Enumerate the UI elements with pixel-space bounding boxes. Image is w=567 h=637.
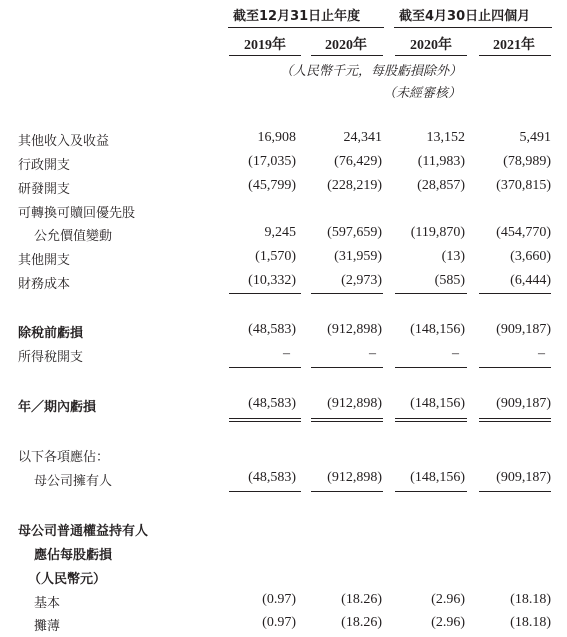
table-cell: (45,799) <box>248 178 296 193</box>
table-cell: (148,156) <box>410 322 465 337</box>
subtotal-rule <box>311 367 383 368</box>
total-double-rule <box>395 421 467 422</box>
subtotal-rule <box>479 367 551 368</box>
row-label-ordinary-equity-holders: 母公司普通權益持有人 <box>18 524 149 539</box>
table-cell: 9,245 <box>264 225 296 240</box>
year-underline-1 <box>229 55 301 56</box>
row-label-preferred-shares: 可轉換可贖回優先股 <box>18 206 136 221</box>
table-cell: (11,983) <box>417 154 465 169</box>
row-label-attributable-to: 以下各項應佔： <box>18 450 110 465</box>
table-cell: – <box>283 346 290 361</box>
table-cell: (48,583) <box>248 396 296 411</box>
subtotal-rule <box>395 491 467 492</box>
table-cell: – <box>538 346 545 361</box>
table-cell: (585) <box>434 273 465 288</box>
table-cell: 13,152 <box>426 130 465 145</box>
table-cell: (1,570) <box>255 249 296 264</box>
table-cell: (13) <box>441 249 465 264</box>
subtotal-rule <box>229 367 301 368</box>
table-cell: (48,583) <box>248 470 296 485</box>
row-label-parent-owners: 母公司擁有人 <box>34 474 113 489</box>
year-underline-4 <box>479 55 551 56</box>
total-double-rule <box>395 418 467 419</box>
table-cell: (18.26) <box>341 615 382 630</box>
table-cell: (148,156) <box>410 470 465 485</box>
total-double-rule <box>229 418 301 419</box>
row-label-admin-expenses: 行政開支 <box>18 158 71 173</box>
row-label-diluted: 攤薄 <box>34 619 61 634</box>
row-label-loss-per-share: 應佔每股虧損 <box>34 548 113 563</box>
table-cell: (912,898) <box>327 396 382 411</box>
table-cell: (912,898) <box>327 470 382 485</box>
table-cell: (76,429) <box>334 154 382 169</box>
total-double-rule <box>479 421 551 422</box>
table-cell: (597,659) <box>327 225 382 240</box>
subtotal-rule <box>395 293 467 294</box>
table-cell: (18.26) <box>341 592 382 607</box>
table-cell: (3,660) <box>510 249 551 264</box>
table-cell: – <box>452 346 459 361</box>
table-cell: (18.18) <box>510 615 551 630</box>
row-label-rmb-unit: （人民幣元） <box>28 572 107 587</box>
subtotal-rule <box>229 491 301 492</box>
row-label-other-expenses: 其他開支 <box>18 253 71 268</box>
year-underline-3 <box>395 55 467 56</box>
header-group2-underline <box>394 27 552 28</box>
total-double-rule <box>311 421 383 422</box>
table-cell: (48,583) <box>248 322 296 337</box>
table-cell: (2.96) <box>431 592 465 607</box>
table-cell: (6,444) <box>510 273 551 288</box>
total-double-rule <box>479 418 551 419</box>
subtotal-rule <box>311 491 383 492</box>
row-label-fair-value-change: 公允價值變動 <box>34 229 113 244</box>
table-cell: 16,908 <box>257 130 296 145</box>
row-label-loss-for-period: 年／期內虧損 <box>18 400 97 415</box>
year-header-2020-period: 2020年 <box>410 38 452 53</box>
table-cell: (370,815) <box>496 178 551 193</box>
table-cell: (78,989) <box>503 154 551 169</box>
table-cell: (0.97) <box>262 615 296 630</box>
audit-note: （未經審核） <box>383 86 462 101</box>
table-cell: (31,959) <box>334 249 382 264</box>
table-cell: (912,898) <box>327 322 382 337</box>
subtotal-rule <box>395 367 467 368</box>
year-header-2021-period: 2021年 <box>493 38 535 53</box>
table-cell: (18.18) <box>510 592 551 607</box>
table-cell: 24,341 <box>343 130 382 145</box>
row-label-income-tax: 所得稅開支 <box>18 350 84 365</box>
table-cell: (17,035) <box>248 154 296 169</box>
table-cell: (0.97) <box>262 592 296 607</box>
total-double-rule <box>229 421 301 422</box>
table-cell: (454,770) <box>496 225 551 240</box>
table-cell: (28,857) <box>417 178 465 193</box>
year-underline-2 <box>311 55 383 56</box>
table-cell: (2.96) <box>431 615 465 630</box>
table-cell: (148,156) <box>410 396 465 411</box>
subtotal-rule <box>479 293 551 294</box>
row-label-basic: 基本 <box>34 596 61 611</box>
year-header-2019: 2019年 <box>244 38 286 53</box>
row-label-other-income: 其他收入及收益 <box>18 134 110 149</box>
header-group-year-ended: 截至12月31日止年度 <box>233 9 361 24</box>
table-cell: (228,219) <box>327 178 382 193</box>
table-cell: (909,187) <box>496 396 551 411</box>
total-double-rule <box>311 418 383 419</box>
year-header-2020: 2020年 <box>325 38 367 53</box>
table-cell: (10,332) <box>248 273 296 288</box>
table-cell: (909,187) <box>496 322 551 337</box>
table-cell: – <box>369 346 376 361</box>
table-cell: (909,187) <box>496 470 551 485</box>
row-label-finance-costs: 財務成本 <box>18 277 71 292</box>
unit-note: （人民幣千元，每股虧損除外） <box>280 64 463 79</box>
subtotal-rule <box>229 293 301 294</box>
subtotal-rule <box>479 491 551 492</box>
row-label-loss-before-tax: 除稅前虧損 <box>18 326 84 341</box>
subtotal-rule <box>311 293 383 294</box>
table-cell: (119,870) <box>410 225 465 240</box>
table-cell: (2,973) <box>341 273 382 288</box>
header-group1-underline <box>228 27 384 28</box>
header-group-four-months: 截至4月30日止四個月 <box>399 9 531 24</box>
table-cell: 5,491 <box>519 130 551 145</box>
row-label-rd-expenses: 研發開支 <box>18 182 71 197</box>
